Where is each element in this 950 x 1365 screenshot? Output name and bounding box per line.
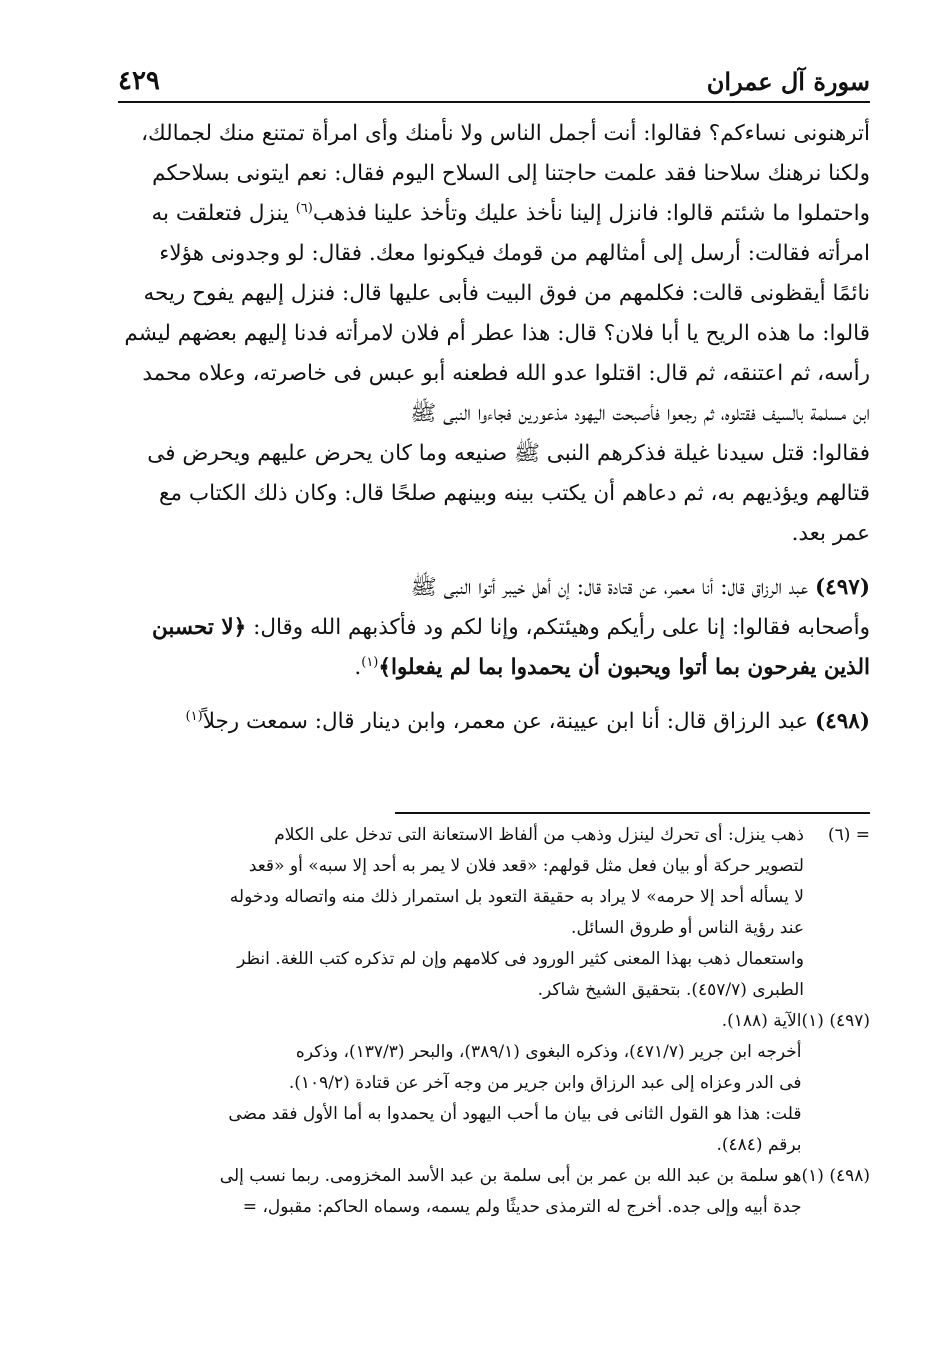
text-line [118,194,870,234]
footnote-498 [118,1161,870,1223]
narration-number: (٤٩٨) [814,709,870,734]
narration-number: (٤٩٧) [814,575,870,600]
main-text [118,114,870,742]
footnote-line: قلت: هذا هو القول الثانى فى بيان ما أحب اليهود أن يحمدوا به أما الأول فقد مضى [228,1104,802,1124]
footnote-line: أخرجه ابن جرير (٤٧١/٧)، وذكره البغوى (٣٨٩/١)، والبحر (١٣٧/٣)، وذكره [295,1042,802,1062]
footnote-marker: = (٦) [827,825,870,845]
footnote-line: الطبرى (٤٥٧/٧). بتحقيق الشيخ شاكر. [537,980,804,1000]
text-line: فقالوا: قتل سيدنا غيلة فذكرهم النبى ﷺ صنيعه وما كان يحرض عليهم ويحرض فى [147,441,870,466]
narration-497 [118,568,870,608]
footnote-497 [118,1006,870,1161]
text-line: نائمًا أيقظونى قالت: فكلمهم من فوق البيت فأبى عليها قال: فنزل إليهم يفوح ريحه [143,281,870,306]
footnote-marker: (٤٩٨) (١) [801,1166,870,1186]
running-header [118,56,870,96]
text-line: قالوا: ما هذه الريح يا أبا فلان؟ قال: هذا عطر أم فلان لامرأته فدنا إليهم بعضهم ليشم [124,321,870,346]
text-line [118,648,870,688]
text-line: ولكنا نرهنك سلاحنا فقد علمت حاجتنا إلى السلاح اليوم فقال: نعم ايتونى بسلاحكم [152,161,870,186]
text-line: امرأته فقالت: أرسل إلى أمثالهم من قومك فيكونوا معك. فقال: لو وجدونى هؤلاء [159,241,870,266]
text-line: عمر بعد. [791,521,870,546]
page-number: ٤٢٩ [118,66,160,96]
footnote-body [118,1161,802,1223]
footnote-line: عند رؤية الناس أو طروق السائل. [571,918,804,938]
footnote-ref: (٦) [295,200,313,216]
footnotes [118,820,870,1223]
text-line [118,608,870,648]
footnote-line: فى الدر وعزاه إلى عبد الرزاق وابن جرير من وجه آخر عن قتادة (١٠٩/٢). [288,1073,802,1093]
text-line: قتالهم ويؤذيهم به، ثم دعاهم أن يكتب بينه وبينهم صلحًا قال: وكان ذلك الكتاب مع [159,481,870,506]
footnote-6 [118,820,870,1006]
narration-498 [118,702,870,742]
quran-quote: الذين يفرحون بما أتوا ويحبون أن يحمدوا بما لم يفعلوا﴾ [378,655,870,680]
header-rule [118,101,870,103]
footnote-separator [395,812,870,814]
text-line: ابن مسلمة بالسيف فقتلوه، ثم رجعوا فأصبحت اليهود مذعورين فجاءوا النبى ﷺ [410,401,870,426]
text-segment: . [354,655,362,680]
footnote-line: برقم (٤٨٤). [716,1135,802,1155]
footnote-line: واستعمال ذهب بهذا المعنى كثير الورود فى كلامهم وإن لم تذكره كتب اللغة. انظر [237,949,804,969]
surah-title: سورة آل عمران [706,67,870,96]
footnote-line: لتصوير حركة أو بيان فعل مثل قولهم: «قعد فلان لا يمر به أحد إلا سبه» أو «قعد [248,856,804,876]
footnote-ref: (١) [361,654,379,670]
text-segment: ينزل فتعلقت به [151,201,296,226]
footnote-line: لا يسأله أحد إلا حرمه» لا يراد به حقيقة التعود بل استمرار ذلك منه واتصاله ودخوله [229,887,804,907]
footnote-line: هو سلمة بن عبد الله بن عمر بن أبى سلمة بن عبد الأسد المخزومى. ربما نسب إلى [219,1166,802,1186]
footnote-line: الآية (١٨٨). [721,1011,802,1031]
footnote-ref: (١) [185,708,203,724]
footnote-body [118,820,804,1006]
text-segment: عبد الرزاق قال: أنا ابن عيينة، عن معمر، وابن دينار قال: سمعت رجلاً [202,709,815,734]
footnote-body [118,1006,802,1161]
text-segment: عبد الرزاق قال: أنا معمر، عن قتادة قال: إن أهل خيبر أتوا النبى ﷺ [410,575,815,600]
text-line: أترهنونى نساءكم؟ فقالوا: أنت أجمل الناس ولا نأمنك وأى امرأة تمتنع منك لجمالك، [141,121,870,146]
quran-quote: ﴿لا تحسبن [152,615,247,640]
text-segment: وأصحابه فقالوا: إنا على رأيكم وهيئتكم، وإنا لكم ود فأكذبهم الله وقال: [246,615,870,640]
text-line: رأسه، ثم اعتنقه، ثم قال: اقتلوا عدو الله فطعنه أبو عبس فى خاصرته، وعلاه محمد [142,361,870,386]
footnote-line: جدة أبيه وإلى جده. أخرج له الترمذى حديثًا ولم يسمه، وسماه الحاكم: مقبول، = [242,1197,802,1217]
text-segment: واحتملوا ما شئتم قالوا: فانزل إلينا نأخذ عليك وتأخذ علينا فذهب [312,201,870,226]
footnote-marker: (٤٩٧) (١) [801,1011,870,1031]
footnote-line: ذهب ينزل: أى تحرك لينزل وذهب من ألفاظ الاستعانة التى تدخل على الكلام [274,825,804,845]
